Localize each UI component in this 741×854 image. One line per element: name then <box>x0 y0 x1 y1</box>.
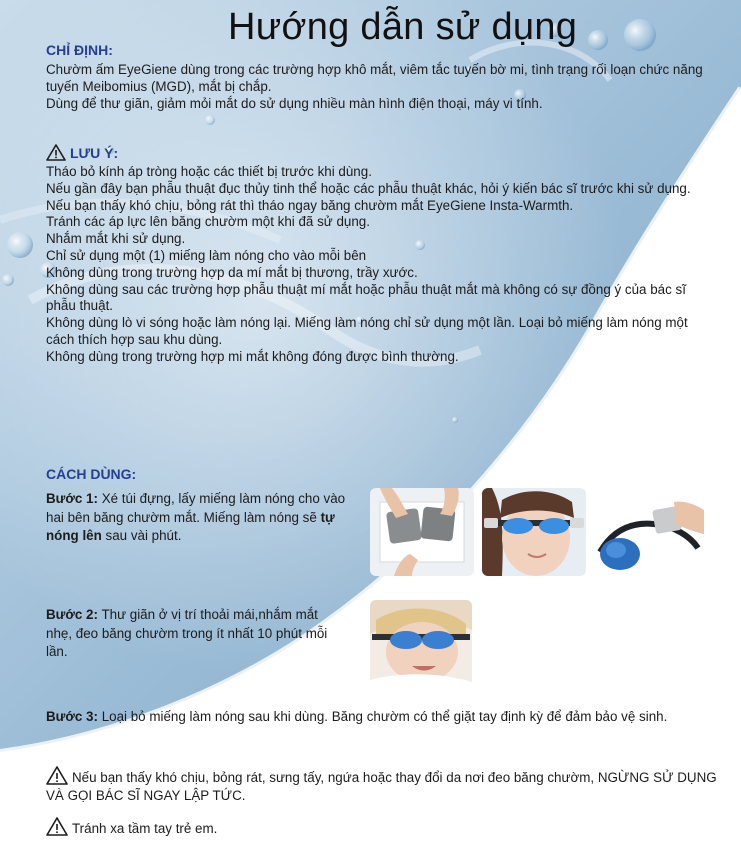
step-1-text-b: sau vài phút. <box>101 528 182 543</box>
step-1 <box>46 490 346 546</box>
warning-triangle-icon <box>46 144 66 161</box>
caution-line: Không dùng sau các trường hợp phẫu thuật mí mắt hoặc phẫu thuật mắt mà không có sự đồng ý của bác sĩ phẫu thuật. <box>46 281 686 314</box>
step-2-photo-relaxing-woman <box>370 600 472 692</box>
warning-children-text: Tránh xa tầm tay trẻ em. <box>72 821 218 836</box>
warning-triangle-icon <box>46 817 68 836</box>
step-3-label: Bước 3: <box>46 709 98 724</box>
caution-line: Không dùng lò vi sóng hoặc làm nóng lại. Miếng làm nóng chỉ sử dụng một lần. Loại bỏ miếng làm nóng một cách thích hợp sau khu dùng. <box>46 315 688 347</box>
warning-triangle-icon <box>46 766 68 785</box>
step-1-text-a: Xé túi đựng, lấy miếng làm nóng cho vào hai bên băng chườm mắt. Miếng làm nóng sẽ <box>46 491 346 525</box>
indication-line: Chườm ấm EyeGiene dùng trong các trường hợp khô mắt, viêm tắc tuyến bờ mi, tình trạng rối loạn chức năng tuyến Meibomius (MGD), mắt bị chắp. <box>46 62 703 94</box>
caution-line: Nhắm mắt khi sử dụng. <box>46 231 186 247</box>
step-2-text: Thư giãn ở vị trí thoải mái,nhắm mắt nhẹ, đeo băng chườm trong ít nhất 10 phút mỗi lần. <box>46 607 328 659</box>
indication-line: Dùng để thư giãn, giảm mỏi mắt do sử dụng nhiều màn hình điện thoại, máy vi tính. <box>46 95 543 111</box>
step-1-bold: tự nóng lên <box>46 509 335 543</box>
page-title: Hướng dẫn sử dụng <box>228 6 578 48</box>
caution-line: Tránh các áp lực lên băng chườm một khi đã sử dụng. <box>46 214 370 230</box>
caution-line: Không dùng trong trường hợp mi mắt không đóng được bình thường. <box>46 348 459 364</box>
caution-line: Nếu gần đây bạn phẫu thuật đục thủy tinh thể hoặc các phẫu thuật khác, hỏi ý kiến bác sĩ trước khi sử dụng. <box>46 180 691 196</box>
caution-line: Chỉ sử dụng một (1) miếng làm nóng cho vào mỗi bên <box>46 247 367 263</box>
step-1-label: Bước 1: <box>46 491 98 506</box>
indication-text <box>46 62 706 112</box>
step-2-label: Bước 2: <box>46 607 98 622</box>
step-3-text: Loại bỏ miếng làm nóng sau khi dùng. Băng chườm có thể giặt tay định kỳ để đảm bảo vệ sinh. <box>97 709 668 724</box>
indication-heading: CHỈ ĐỊNH: <box>46 42 113 58</box>
step-1-photo-woman-mask <box>482 488 586 576</box>
warning-stop-use-text: Nếu bạn thấy khó chịu, bỏng rát, sưng tấy, ngứa hoặc thay đổi da nơi đeo băng chườm, NGỪNG SỬ DỤNG VÀ GỌI BÁC SĨ NGAY LẬP TỨC. <box>46 770 717 803</box>
step-1-photo-insert-pad <box>594 488 704 576</box>
step-1-photo-tear-pouch <box>370 488 474 576</box>
caution-heading <box>46 144 118 161</box>
caution-line: Không dùng trong trường hợp da mí mắt bị thương, trầy xước. <box>46 264 418 280</box>
step-2 <box>46 606 346 662</box>
caution-line: Tháo bỏ kính áp tròng hoặc các thiết bị trước khi dùng. <box>46 164 372 179</box>
caution-line: Nếu bạn thấy khó chịu, bỏng rát thì tháo ngay băng chườm mắt EyeGiene Insta-Warmth. <box>46 197 574 213</box>
step-3 <box>46 708 706 727</box>
caution-heading-label: LƯU Ý: <box>70 144 119 161</box>
caution-text <box>46 164 706 366</box>
usage-heading: CÁCH DÙNG: <box>46 466 137 482</box>
warning-stop-use <box>46 766 726 805</box>
warning-children <box>46 817 726 838</box>
